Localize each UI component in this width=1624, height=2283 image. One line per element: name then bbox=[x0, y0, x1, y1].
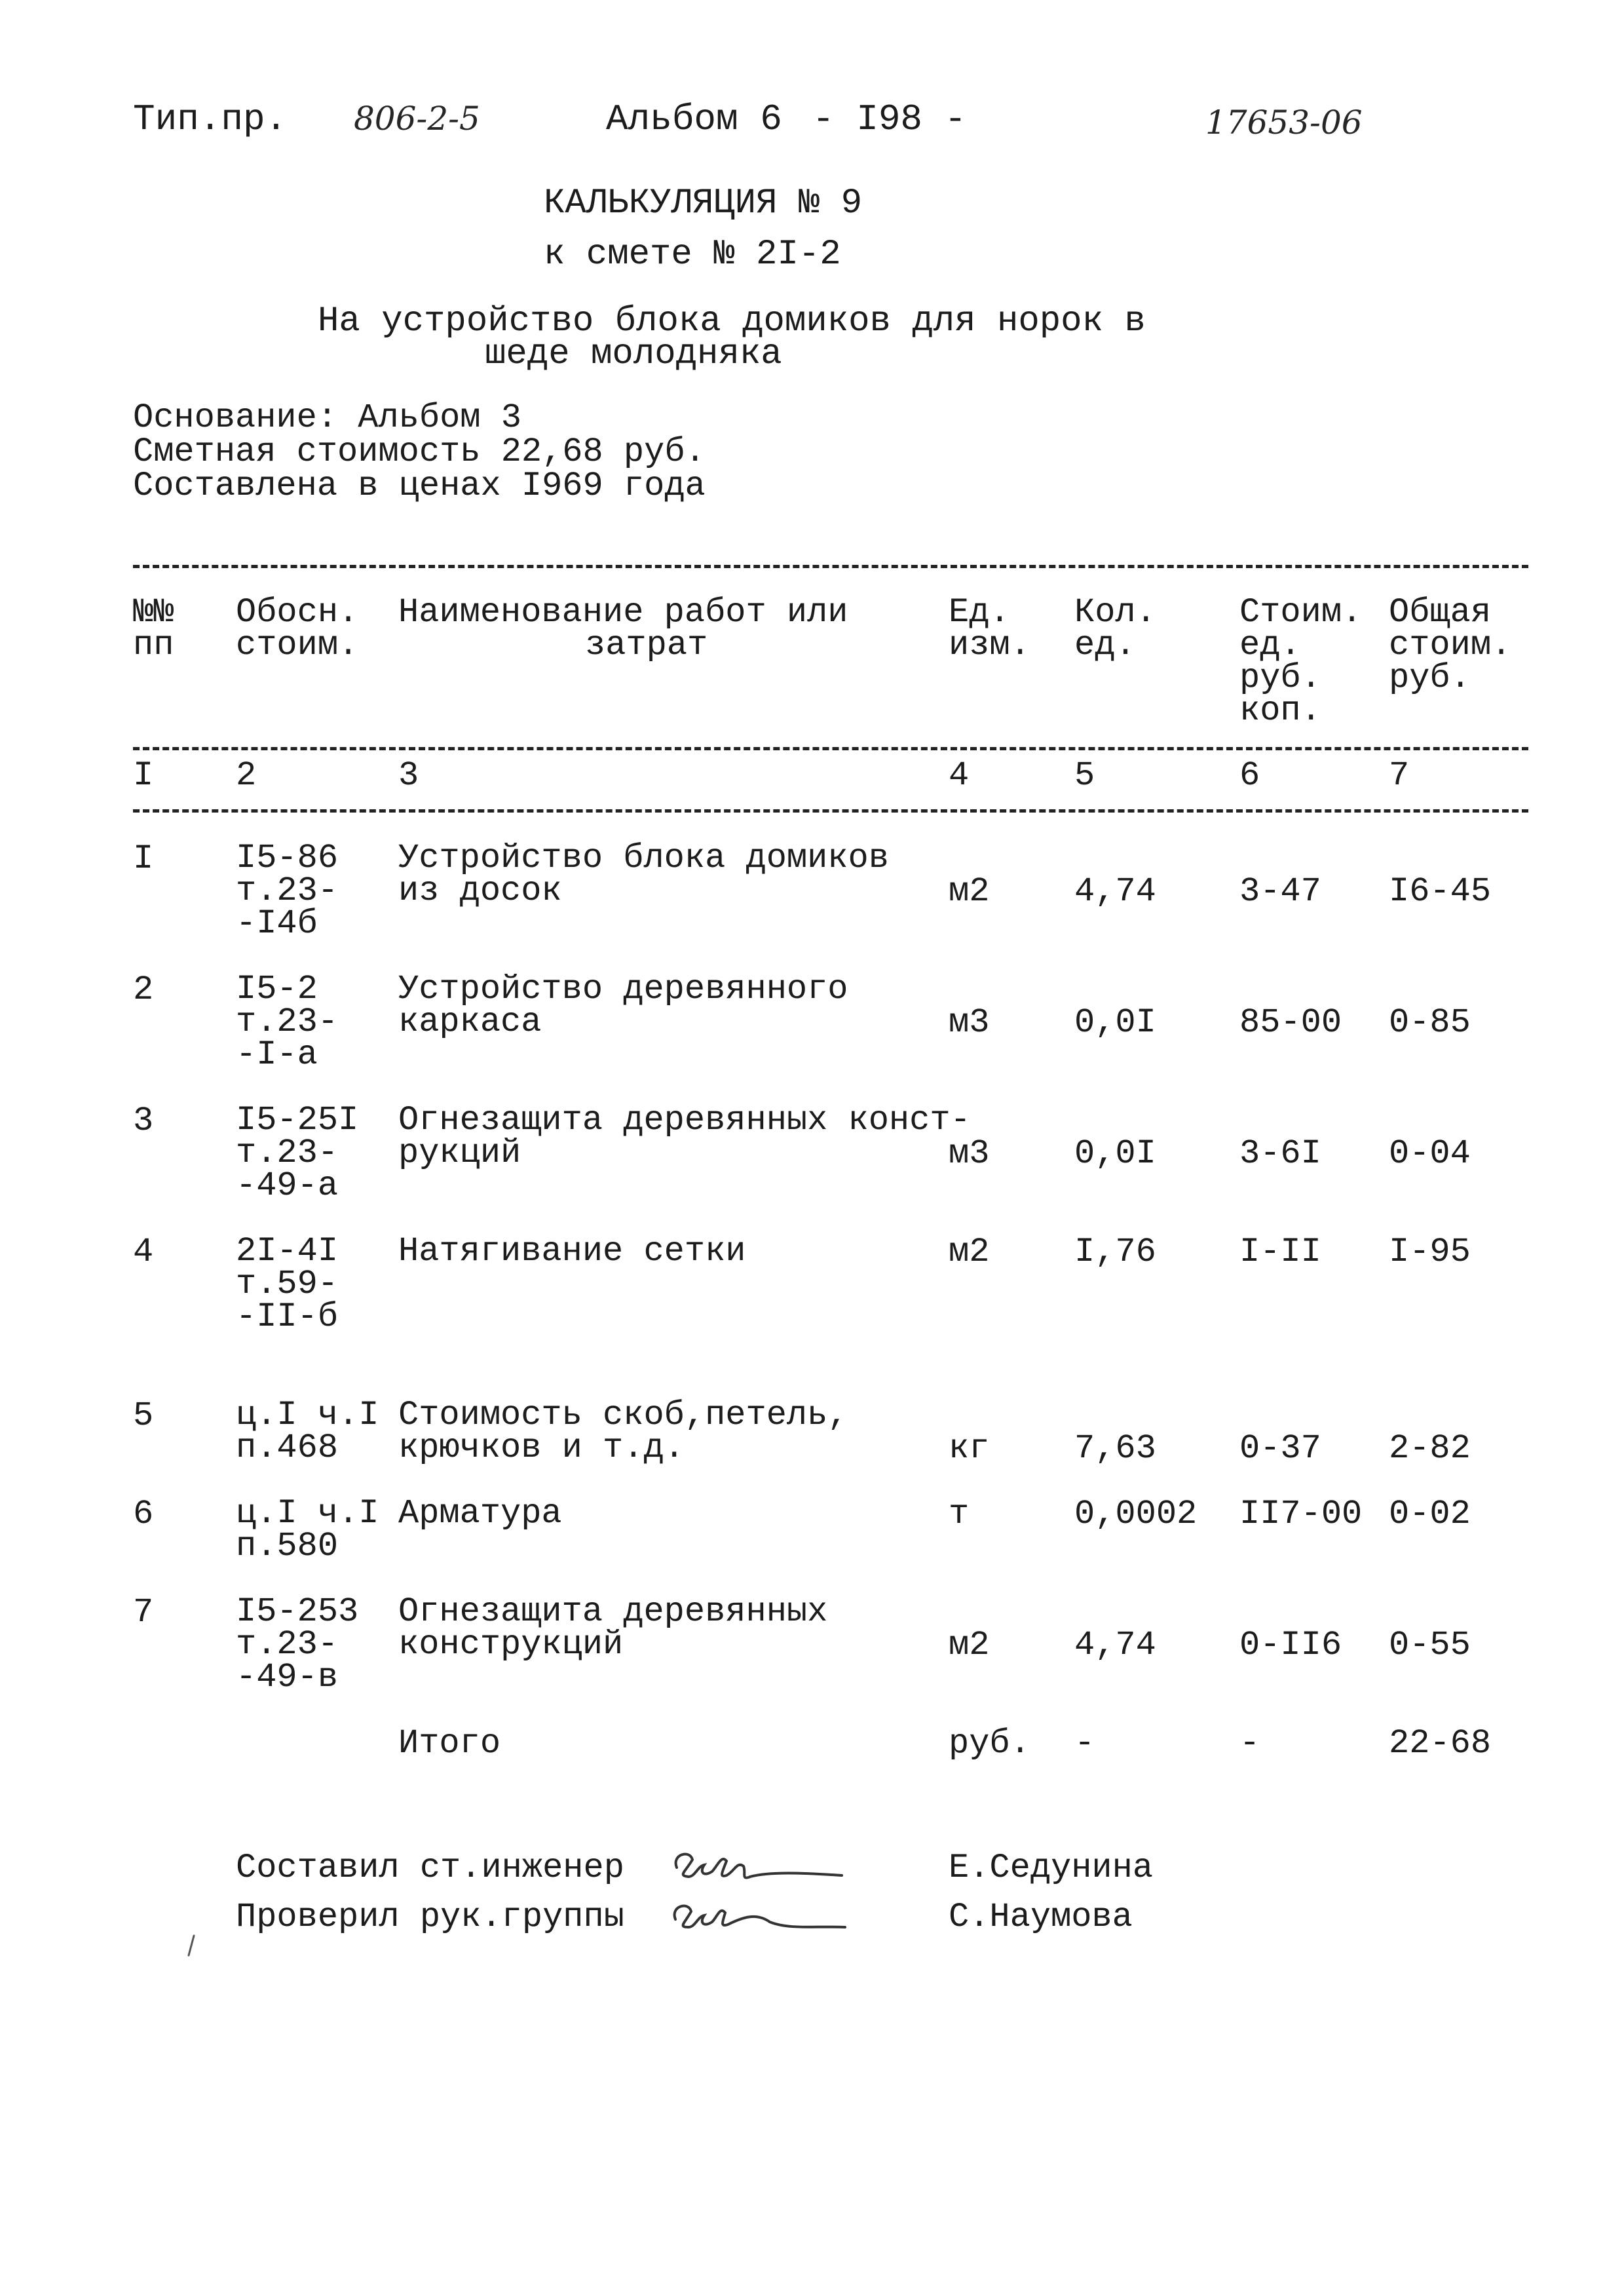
col-number-4: 4 bbox=[949, 756, 970, 795]
series-number-handwritten: 806-2-5 bbox=[354, 100, 480, 138]
total-amount: 22-68 bbox=[1389, 1724, 1492, 1763]
col-number-5: 5 bbox=[1074, 756, 1095, 795]
row-3-basis: I5-25I т.23- -49-а bbox=[236, 1101, 359, 1205]
estimate-reference: к смете № 2I-2 bbox=[544, 235, 841, 275]
row-3-total: 0-04 bbox=[1389, 1134, 1471, 1173]
row-6-qty: 0,0002 bbox=[1074, 1495, 1198, 1533]
row-6-cost: II7-00 bbox=[1239, 1495, 1363, 1533]
row-2-cost: 85-00 bbox=[1239, 1003, 1342, 1042]
compiled-by-name: Е.Седунина bbox=[949, 1849, 1154, 1887]
checked-by-name: С.Наумова bbox=[949, 1898, 1133, 1936]
total-qty: - bbox=[1074, 1724, 1095, 1763]
row-3-unit: м3 bbox=[949, 1134, 990, 1173]
row-1-total: I6-45 bbox=[1389, 872, 1492, 911]
row-1-cost: 3-47 bbox=[1239, 872, 1321, 911]
row-4-qty: I,76 bbox=[1074, 1233, 1156, 1271]
row-4-cost: I-II bbox=[1239, 1233, 1321, 1271]
column-numbers-rule bbox=[133, 809, 1528, 813]
row-4-num: 4 bbox=[133, 1233, 154, 1271]
row-4-basis: 2I-4I т.59- -II-б bbox=[236, 1232, 339, 1336]
table-top-rule bbox=[133, 565, 1528, 568]
row-6-unit: т bbox=[949, 1495, 970, 1533]
row-7-basis: I5-253 т.23- -49-в bbox=[236, 1592, 359, 1697]
header-unit-cost: Стоим. ед. руб. коп. bbox=[1239, 593, 1363, 730]
stray-pen-mark bbox=[185, 1933, 198, 1963]
checked-by-label: Проверил рук.группы bbox=[236, 1898, 624, 1936]
row-4-name: Натягивание сетки bbox=[398, 1232, 746, 1271]
col-number-7: 7 bbox=[1389, 756, 1410, 795]
row-2-total: 0-85 bbox=[1389, 1003, 1471, 1042]
header-num: №№ пп bbox=[133, 593, 174, 664]
row-2-basis: I5-2 т.23- -I-а bbox=[236, 970, 339, 1074]
row-7-unit: м2 bbox=[949, 1626, 990, 1664]
row-1-num: I bbox=[133, 839, 154, 878]
row-7-qty: 4,74 bbox=[1074, 1626, 1156, 1664]
row-3-qty: 0,0I bbox=[1074, 1134, 1156, 1173]
row-2-qty: 0,0I bbox=[1074, 1003, 1156, 1042]
col-number-3: 3 bbox=[398, 756, 419, 795]
row-1-basis: I5-86 т.23- -I4б bbox=[236, 839, 339, 943]
album-label: Альбом 6 bbox=[606, 98, 782, 140]
row-6-num: 6 bbox=[133, 1495, 154, 1533]
row-2-unit: м3 bbox=[949, 1003, 990, 1042]
row-7-num: 7 bbox=[133, 1593, 154, 1632]
row-7-name: Огнезащита деревянных конструкций bbox=[398, 1592, 828, 1664]
calculation-title: КАЛЬКУЛЯЦИЯ № 9 bbox=[544, 183, 863, 223]
row-5-unit: кг bbox=[949, 1429, 990, 1468]
header-qty: Кол. ед. bbox=[1074, 593, 1156, 664]
row-1-unit: м2 bbox=[949, 872, 990, 911]
row-3-num: 3 bbox=[133, 1102, 154, 1140]
doc-type-label: Тип.пр. bbox=[133, 98, 288, 140]
header-total: Общая стоим. руб. bbox=[1389, 593, 1512, 697]
total-label: Итого bbox=[398, 1724, 501, 1763]
row-7-cost: 0-II6 bbox=[1239, 1626, 1342, 1664]
total-cost: - bbox=[1239, 1724, 1260, 1763]
row-6-name: Арматура bbox=[398, 1494, 562, 1533]
row-5-num: 5 bbox=[133, 1396, 154, 1435]
row-5-basis: ц.I ч.I п.468 bbox=[236, 1396, 379, 1467]
subject-line-1: На устройство блока домиков для норок в bbox=[318, 301, 1146, 341]
row-6-total: 0-02 bbox=[1389, 1495, 1471, 1533]
compiled-by-label: Составил ст.инженер bbox=[236, 1849, 624, 1887]
row-1-name: Устройство блока домиков из досок bbox=[398, 839, 889, 910]
row-7-total: 0-55 bbox=[1389, 1626, 1471, 1664]
price-year-line: Составлена в ценах I969 года bbox=[133, 467, 706, 505]
page-number: - I98 - bbox=[812, 98, 967, 140]
row-5-cost: 0-37 bbox=[1239, 1429, 1321, 1468]
header-name: Наименование работ или затрат bbox=[398, 593, 848, 664]
header-basis: Обосн. стоим. bbox=[236, 593, 359, 664]
col-number-1: I bbox=[133, 756, 154, 795]
row-5-qty: 7,63 bbox=[1074, 1429, 1156, 1468]
subject-line-2: шеде молодняка bbox=[485, 334, 782, 374]
checked-signature bbox=[658, 1884, 855, 1943]
row-5-total: 2-82 bbox=[1389, 1429, 1471, 1468]
row-4-total: I-95 bbox=[1389, 1233, 1471, 1271]
total-unit: руб. bbox=[949, 1724, 1030, 1763]
header-unit: Ед. изм. bbox=[949, 593, 1030, 664]
estimated-cost-line: Сметная стоимость 22,68 руб. bbox=[133, 432, 706, 471]
col-number-6: 6 bbox=[1239, 756, 1260, 795]
basis-line: Основание: Альбом 3 bbox=[133, 398, 521, 437]
row-5-name: Стоимость скоб,петель, крючков и т.д. bbox=[398, 1396, 848, 1467]
row-2-num: 2 bbox=[133, 970, 154, 1009]
col-number-2: 2 bbox=[236, 756, 257, 795]
row-6-basis: ц.I ч.I п.580 bbox=[236, 1494, 379, 1565]
row-3-cost: 3-6I bbox=[1239, 1134, 1321, 1173]
header-bottom-rule bbox=[133, 747, 1528, 750]
row-2-name: Устройство деревянного каркаса bbox=[398, 970, 848, 1041]
document-code-handwritten: 17653-06 bbox=[1205, 104, 1363, 142]
row-3-name: Огнезащита деревянных конст- рукций bbox=[398, 1101, 971, 1172]
row-4-unit: м2 bbox=[949, 1233, 990, 1271]
row-1-qty: 4,74 bbox=[1074, 872, 1156, 911]
